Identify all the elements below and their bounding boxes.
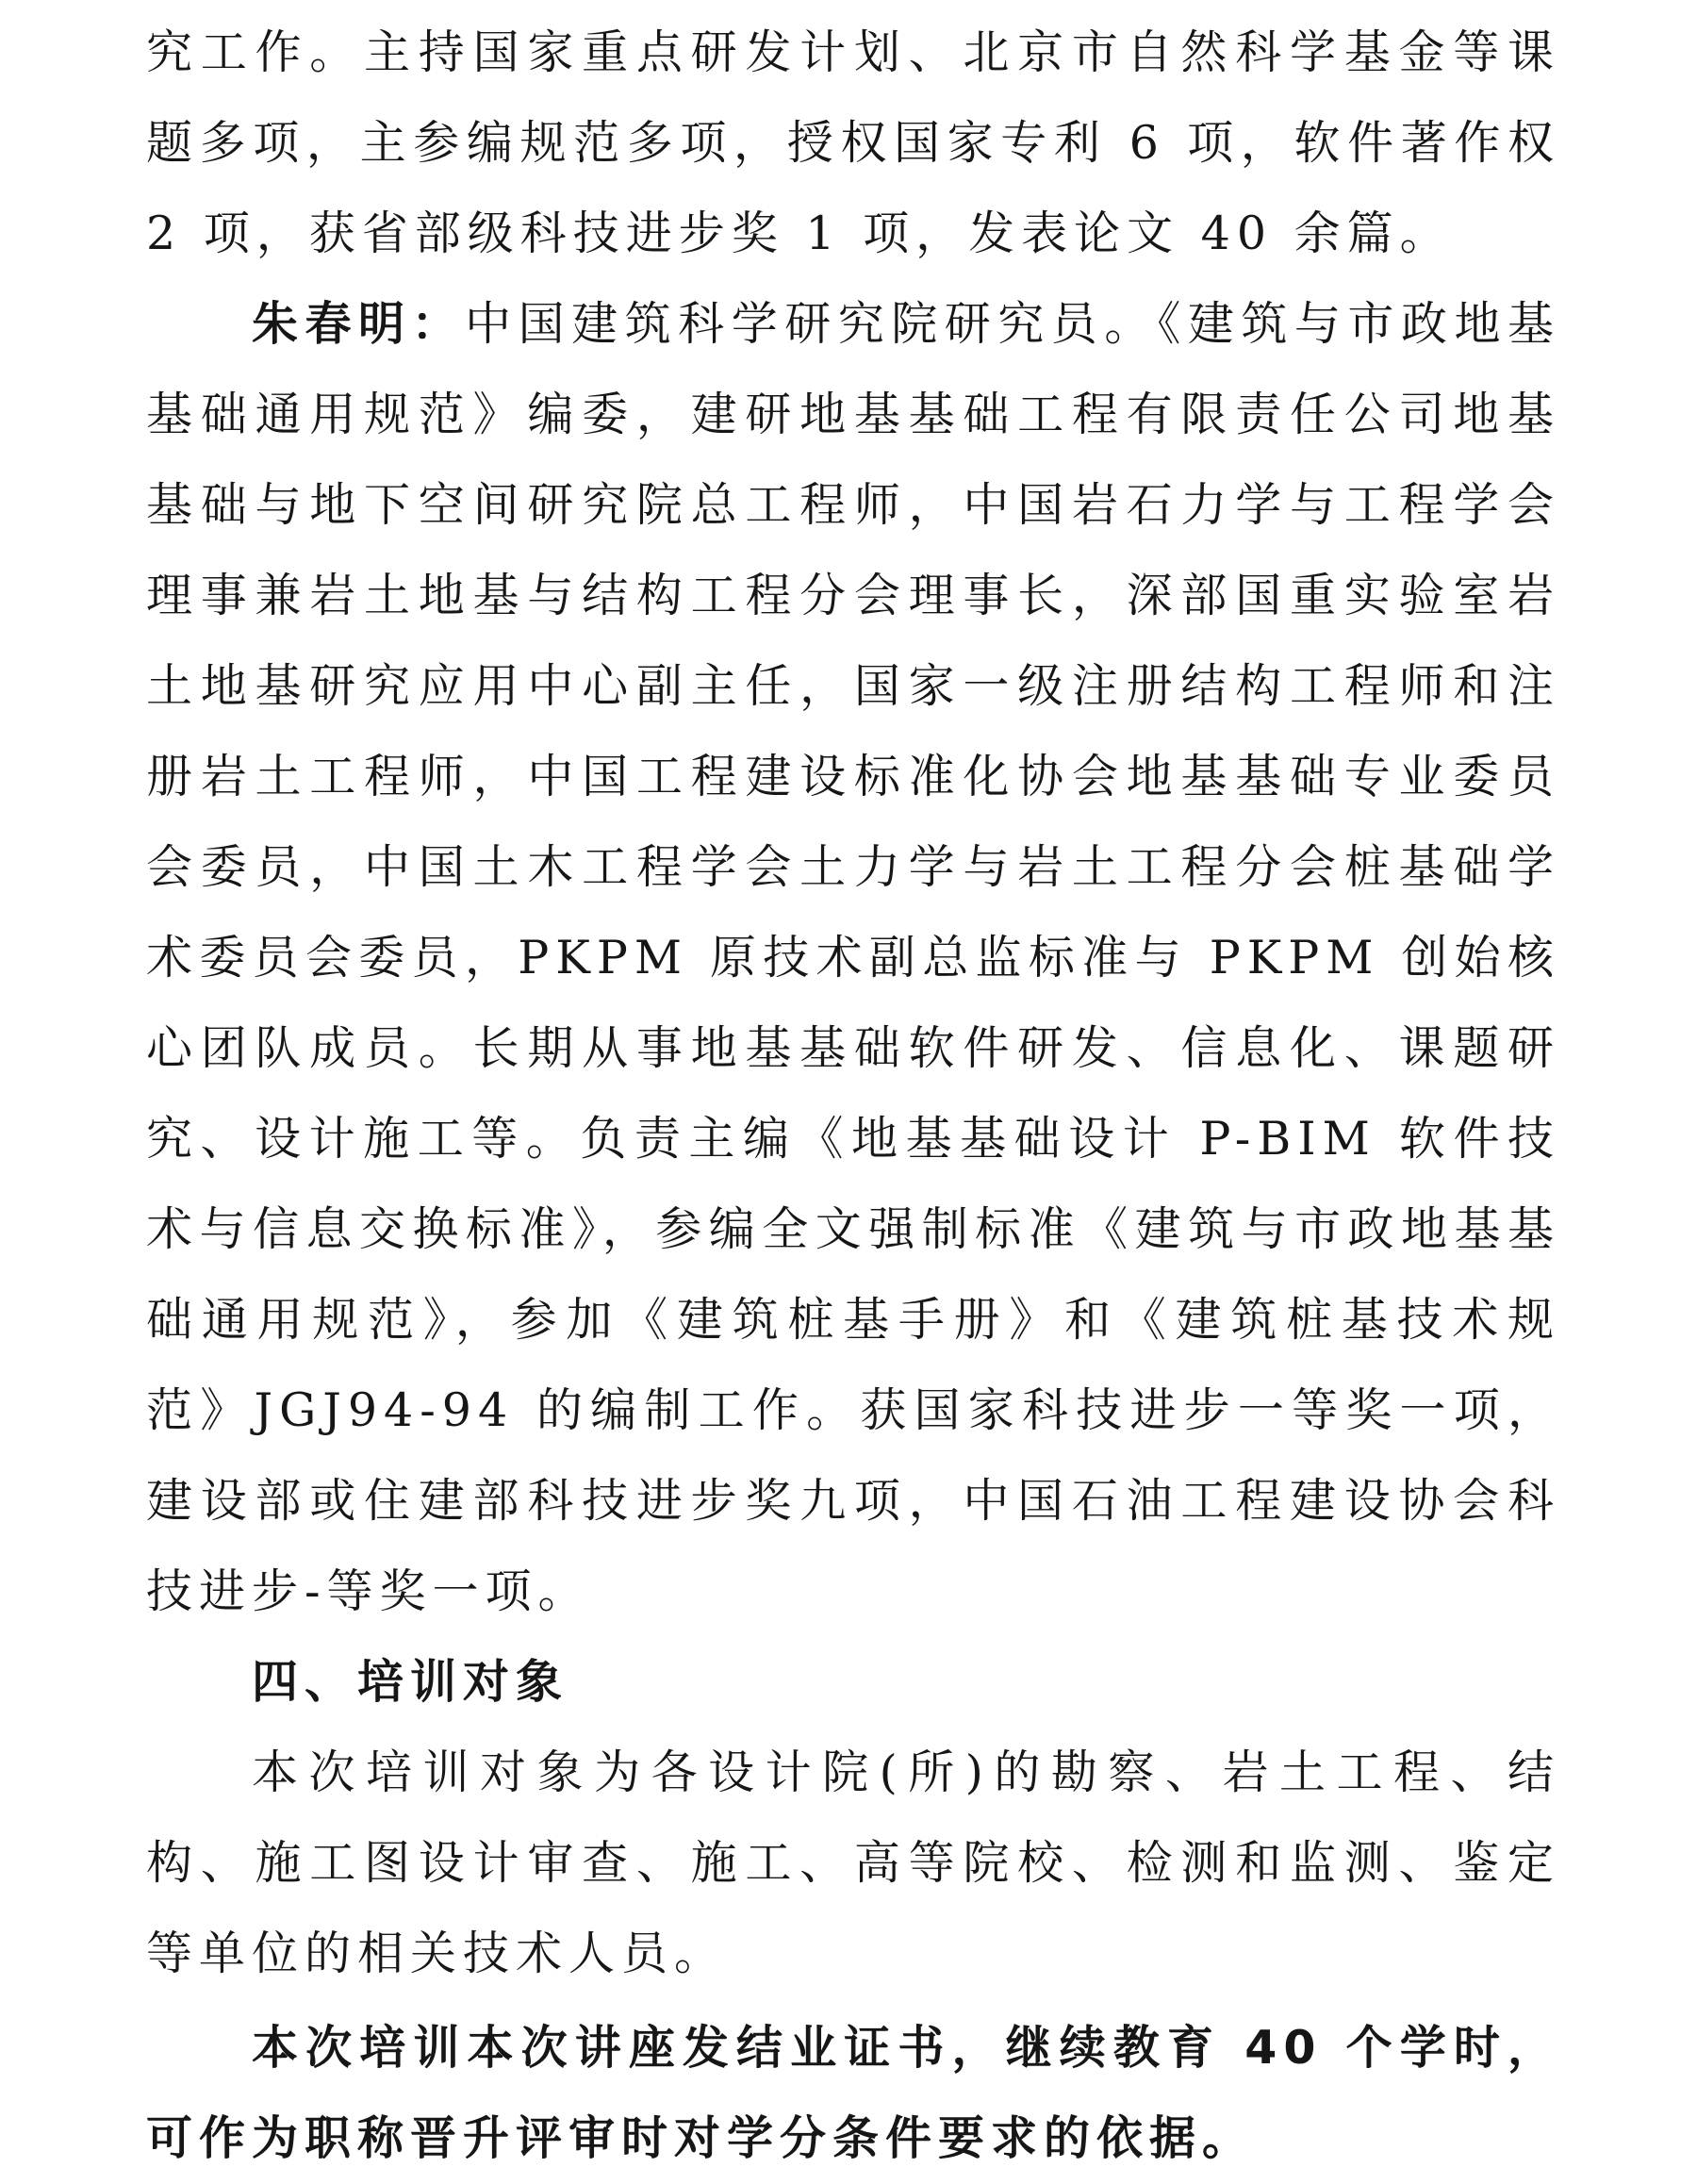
certificate-notice-paragraph: 本次培训本次讲座发结业证书，继续教育 40 个学时，可作为职称晋升评审时对学分条件要求的依据。 <box>146 2021 1560 2165</box>
section-heading-training-target: 四、培训对象 <box>252 1655 569 1709</box>
person-name-zhu-chunming: 朱春明： <box>252 297 466 351</box>
bio-zhu-chunming-text: 中国建筑科学研究院研究员。《建筑与市政地基基础通用规范》编委，建研地基基础工程有限责任公司地基基础与地下空间研究院总工程师，中国岩石力学与工程学会理事兼岩土地基与结构工程分会理事长，深部国重实验室岩土地基研究应用中心副主任，国家一级注册结构工程师和注册岩土工程师，中国工程建设标准化协会地基基础专业委员会委员，中国土木工程学会土力学与岩土工程分会桩基础学术委员会委员，PKPM 原技术副总监标准与 PKPM 创始核心团队成员。长期从事地基基础软件研发、信息化、课题研究、设计施工等。负责主编《地基基础设计 P-BIM 软件技术与信息交换标准》，参编全文强制标准《建筑与市政地基基础通用规范》，参加《建筑桩基手册》和《建筑桩基技术规范》JGJ94-94 的编制工作。获国家科技进步一等奖一项，建设部或住建部科技进步奖九项，中国石油工程建设协会科技进步-等奖一项。 <box>146 297 1560 1618</box>
document-page <box>146 8 1560 2184</box>
training-target-paragraph: 本次培训对象为各设计院(所)的勘察、岩土工程、结构、施工图设计审查、施工、高等院校、检测和监测、鉴定等单位的相关技术人员。 <box>146 1746 1560 1980</box>
bio-continuation-paragraph: 究工作。主持国家重点研发计划、北京市自然科学基金等课题多项，主参编规范多项，授权国家专利 6 项，软件著作权 2 项，获省部级科技进步奖 1 项，发表论文 40 余篇。 <box>146 25 1560 260</box>
bio-zhu-chunming-paragraph <box>146 279 1560 1637</box>
